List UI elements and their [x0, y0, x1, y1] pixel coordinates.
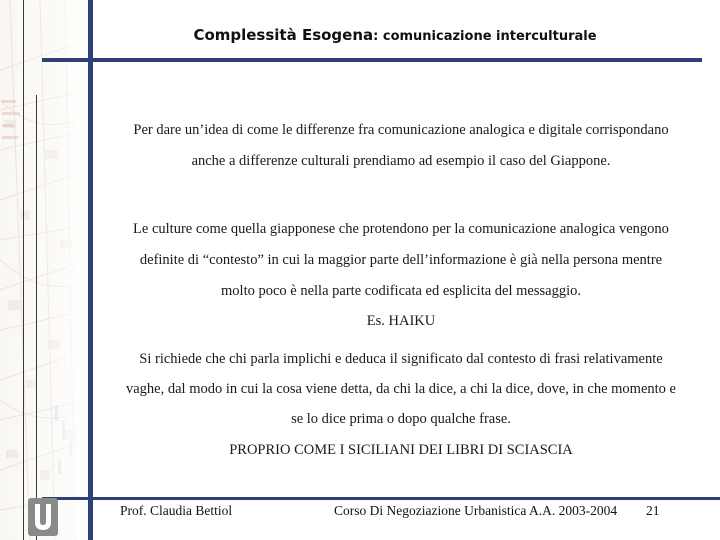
- vertical-rule-accent: [88, 0, 93, 540]
- paragraph-context-cultures: [95, 214, 707, 307]
- university-logo-icon: [28, 498, 58, 536]
- text-line: molto poco è nella parte codificata ed esplicita del messaggio.: [221, 283, 581, 299]
- text-line: Si richiede che chi parla implichi e deduca il significato dal contesto di frasi relativamente: [139, 351, 663, 367]
- title-underline: [42, 58, 702, 62]
- text-line: Per dare un’idea di come le differenze fra comunicazione analogica e digitale corrispondano: [133, 122, 669, 138]
- closing-statement: PROPRIO COME I SICILIANI DEI LIBRI DI SCIASCIA: [229, 442, 573, 458]
- example-label: Es. HAIKU: [366, 313, 436, 329]
- text-line: vaghe, dal modo in cui la cosa viene detta, da chi la dice, a chi la dice, dove, in che momento e: [126, 381, 676, 397]
- footer-author: Prof. Claudia Bettiol: [120, 503, 233, 518]
- vertical-rule-thin: [23, 0, 24, 540]
- slide-title: [100, 26, 690, 44]
- vertical-rule-thin: [36, 95, 37, 540]
- title-subtitle: : comunicazione interculturale: [373, 29, 597, 44]
- paragraph-japan-intro: [95, 115, 707, 177]
- text-line: Le culture come quella giapponese che protendono per la comunicazione analogica vengono: [133, 221, 669, 237]
- text-line: definite di “contesto” in cui la maggior parte dell’informazione è già nella persona mentre: [139, 252, 663, 268]
- text-line: se lo dice prima o dopo qualche frase.: [291, 411, 511, 427]
- text-line: anche a differenze culturali prendiamo ad esempio il caso del Giappone.: [191, 153, 611, 169]
- footer-course: Corso Di Negoziazione Urbanistica A.A. 2003-2004: [334, 503, 618, 518]
- title-main: Complessità Esogena: [193, 26, 374, 44]
- page-number: 21: [646, 503, 660, 518]
- paragraph-implied-meaning: [90, 344, 712, 434]
- footer-rule: [42, 497, 720, 500]
- map-fade-overlay: [0, 0, 88, 540]
